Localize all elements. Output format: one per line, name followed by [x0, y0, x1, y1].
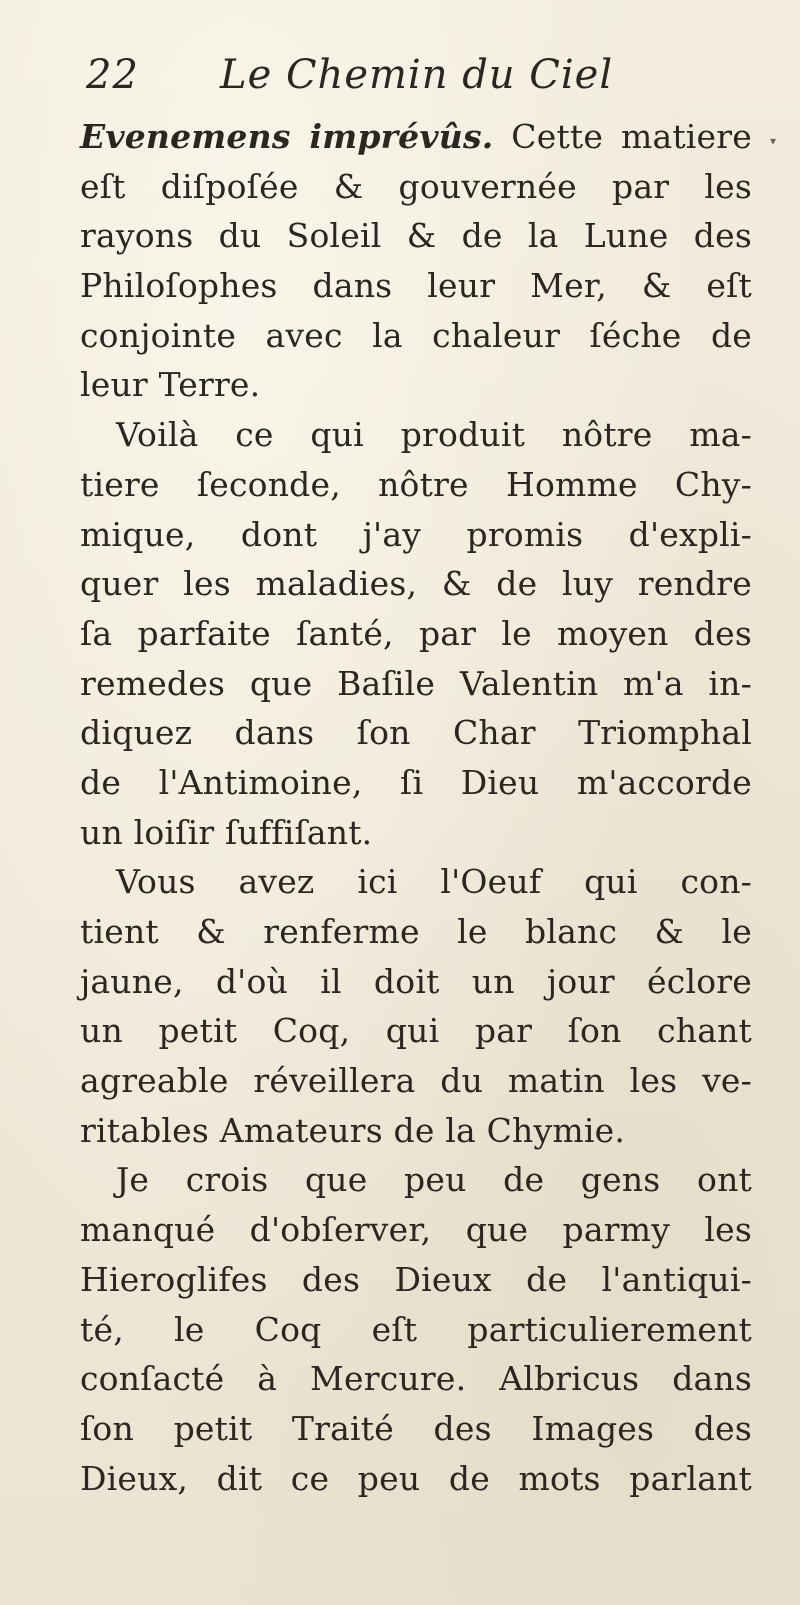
text-line: leur Terre.: [80, 365, 261, 405]
text-line: quer les maladies, & de luy rendre: [80, 564, 752, 604]
italic-heading: Evenemens imprévûs.: [80, 117, 494, 156]
text-line: [80, 112, 752, 162]
text-line: ſa parfaite ſanté, par le moyen des: [80, 613, 752, 653]
text-line: de l'Antimoine, ſi Dieu m'accorde: [80, 762, 752, 802]
text-line: té, le Coq eſt particulierement: [80, 1309, 752, 1349]
text-line: mique, dont j'ay promis d'expli-: [80, 514, 752, 554]
page-header: [86, 52, 726, 104]
page-number: 22: [86, 52, 139, 98]
text-line: ſon petit Traité des Images des: [80, 1408, 752, 1448]
text-line: conjointe avec la chaleur ſéche de: [80, 315, 752, 355]
text-line: Dieux, dit ce peu de mots parlant: [80, 1458, 752, 1498]
text-line: Hieroglifes des Dieux de l'antiqui-: [80, 1259, 752, 1299]
text-line: ritables Amateurs de la Chymie.: [80, 1110, 626, 1150]
text-line: Philoſophes dans leur Mer, & eſt: [80, 266, 752, 306]
text-line: manqué d'obſerver, que parmy les: [80, 1210, 752, 1250]
text-line: agreable réveillera du matin les ve-: [80, 1061, 752, 1101]
body-text: [80, 112, 752, 1503]
text-line: tient & renferme le blanc & le: [80, 912, 752, 951]
paragraph-start: Je crois que peu de gens ont: [116, 1160, 752, 1200]
running-title: Le Chemin du Ciel: [220, 52, 614, 98]
text-line: diquez dans ſon Char Triomphal: [80, 713, 752, 753]
text-line: conſacté à Mercure. Albricus dans: [80, 1359, 752, 1399]
text-line: jaune, d'où il doit un jour éclore: [80, 961, 752, 1001]
text-line: un loiſir ſuffiſant.: [80, 812, 373, 852]
text-line: rayons du Soleil & de la Lune des: [80, 216, 752, 256]
text-line-content: Cette matiere: [493, 117, 752, 156]
paragraph-start: Vous avez ici l'Oeuf qui con-: [116, 862, 752, 902]
text-line: eſt diſpoſée & gouvernée par les: [80, 166, 752, 206]
text-line: tiere ſeconde, nôtre Homme Chy-: [80, 464, 752, 504]
paragraph-start: Voilà ce qui produit nôtre ma-: [116, 415, 752, 455]
margin-mark: ▾: [770, 134, 777, 148]
text-line: remedes que Baſile Valentin m'a in-: [80, 663, 752, 703]
text-line: un petit Coq, qui par ſon chant: [80, 1011, 752, 1051]
